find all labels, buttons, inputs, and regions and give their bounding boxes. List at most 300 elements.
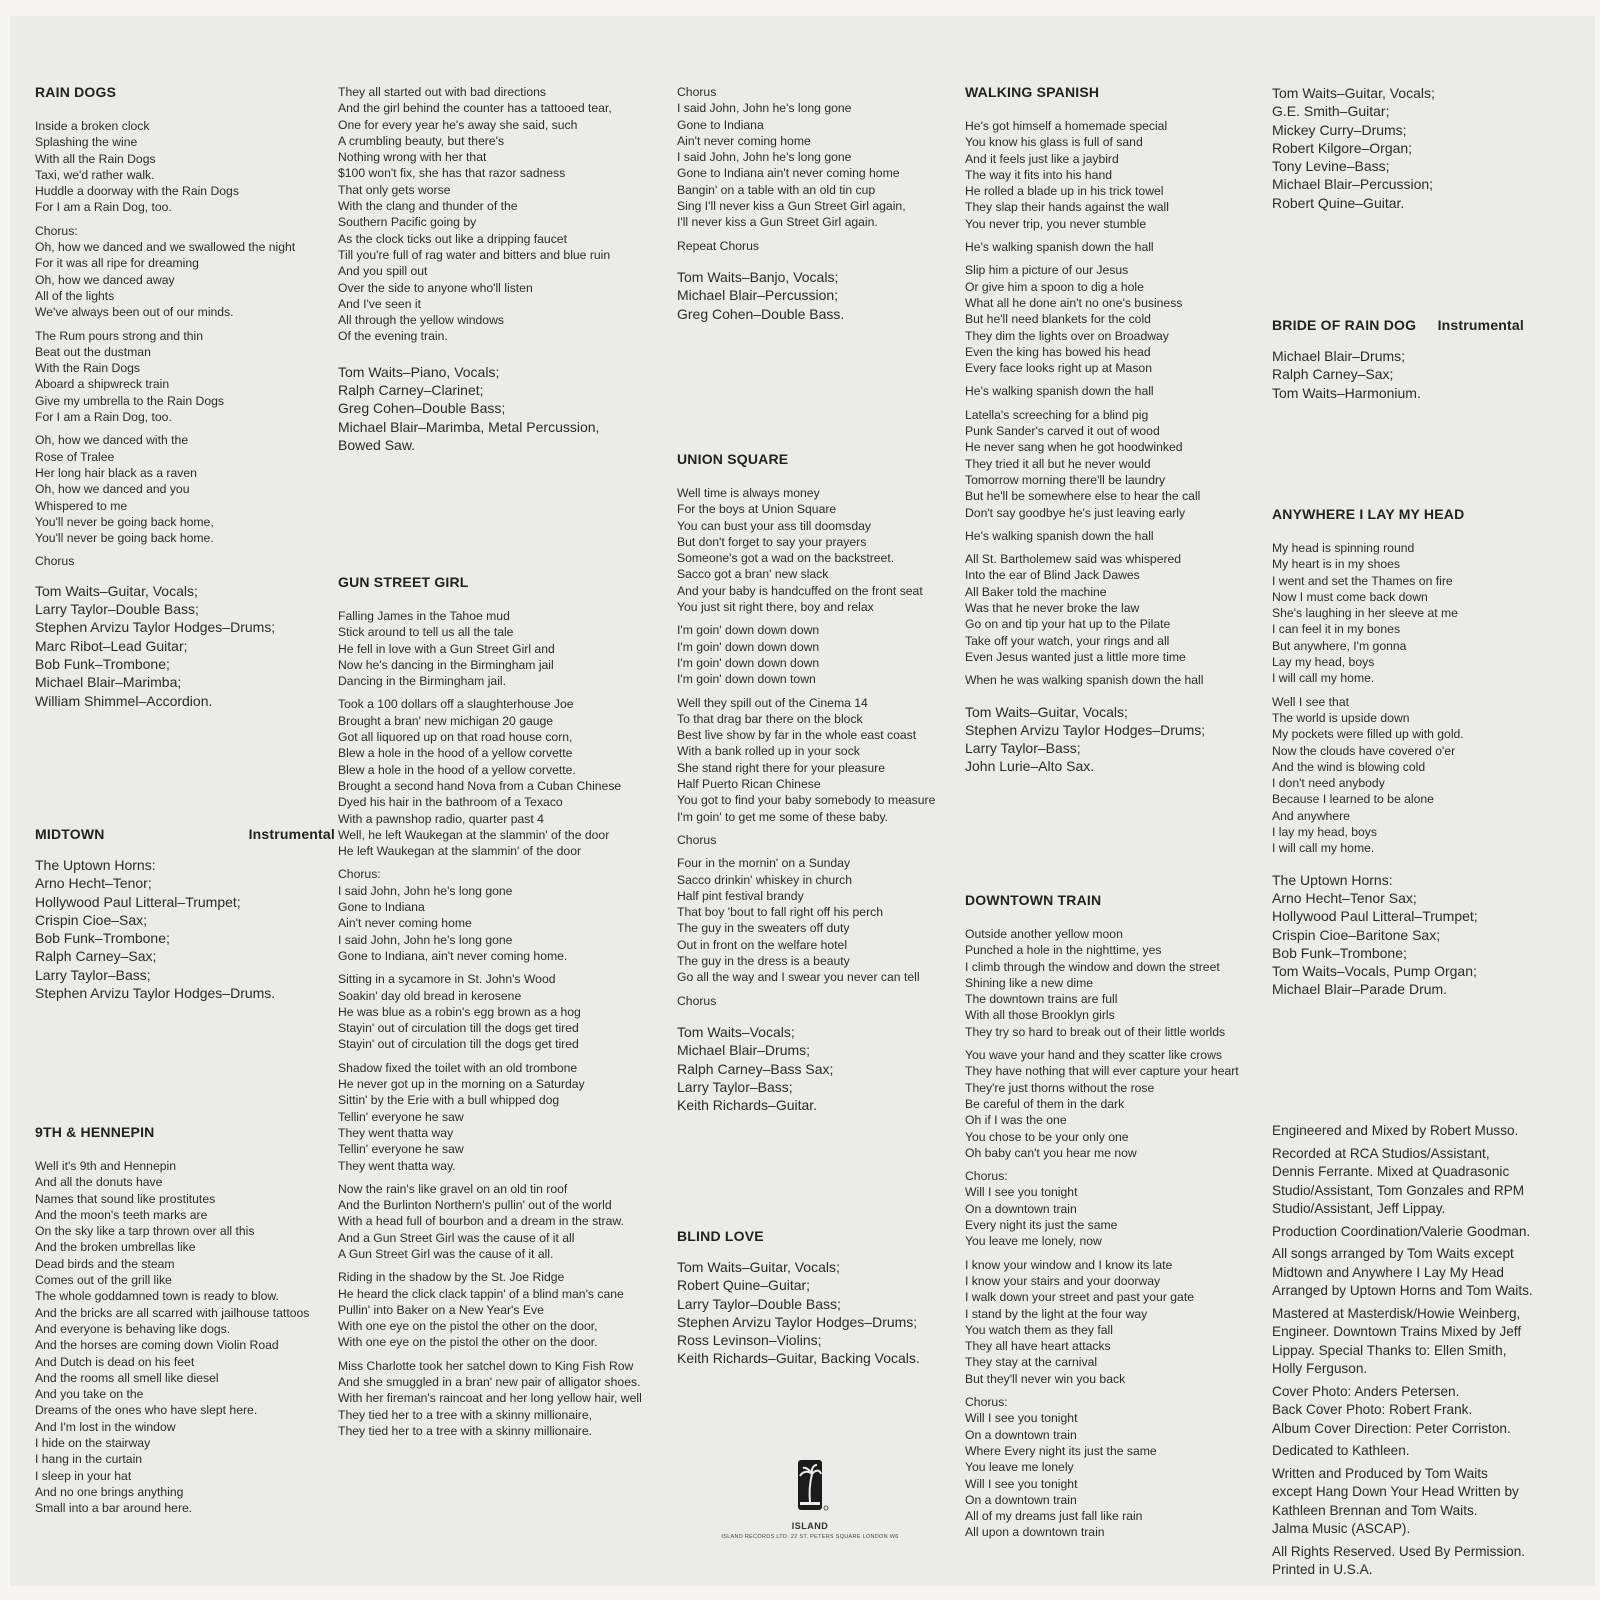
lyric-stanza: [965, 1047, 1265, 1161]
lyric-line: But anywhere, I'm gonna: [1272, 638, 1407, 653]
lyric-line: And the rooms all smell like diesel: [35, 1370, 219, 1385]
credits-list: [338, 363, 668, 454]
lyric-line: Whispered to me: [35, 498, 128, 513]
credit-line: Michael Blair–Percussion;: [1272, 176, 1434, 193]
lyric-line: Well they spill out of the Cinema 14: [677, 695, 868, 710]
song-title: [35, 826, 335, 842]
lyric-line: Into the ear of Blind Jack Dawes: [965, 568, 1140, 583]
lyric-line: All St. Bartholemew said was whispered: [965, 552, 1182, 567]
lyric-line: As the clock ticks out like a dripping faucet: [338, 231, 567, 246]
lyric-stanza: [35, 118, 335, 216]
lyric-line: Chorus: [677, 832, 717, 847]
section-anywhere-i-lay-my-head: [1272, 506, 1572, 999]
lyric-line: I hide on the stairway: [35, 1436, 151, 1451]
lyric-line: And the horses are coming down Violin Road: [35, 1338, 279, 1353]
lyric-line: And everyone is behaving like dogs.: [35, 1321, 231, 1336]
credit-line: Larry Taylor–Double Bass;: [677, 1295, 841, 1312]
lyric-stanza: [677, 238, 967, 254]
lyric-line: And all the donuts have: [35, 1175, 163, 1190]
lyric-stanza: [338, 608, 668, 689]
lyric-stanza: [965, 1168, 1265, 1249]
notes-line: Mastered at Masterdisk/Howie Weinberg,: [1272, 1305, 1521, 1321]
lyric-line: Gone to Indiana: [338, 900, 425, 915]
lyric-line: But he'll be somewhere else to hear the call: [965, 489, 1201, 504]
lyric-stanza: [338, 971, 668, 1052]
notes-line: Jalma Music (ASCAP).: [1272, 1521, 1411, 1536]
lyric-line: Dead birds and the steam: [35, 1256, 175, 1271]
notes-line: Production Coordination/Valerie Goodman.: [1272, 1223, 1531, 1239]
lyric-line: Chorus:: [338, 867, 381, 882]
section-blind-love: [677, 1228, 967, 1368]
credits-list: [965, 703, 1265, 776]
lyric-line: Her long hair black as a raven: [35, 465, 197, 480]
lyric-line: On a downtown train: [965, 1427, 1077, 1442]
credit-line: Arno Hecht–Tenor;: [35, 875, 152, 892]
credit-line: Greg Cohen–Double Bass.: [677, 305, 845, 322]
lyric-line: Gone to Indiana, ain't never coming home.: [338, 948, 568, 963]
lyric-line: And Dutch is dead on his feet: [35, 1354, 195, 1369]
notes-line: Recorded at RCA Studios/Assistant,: [1272, 1145, 1490, 1161]
lyric-line: Nothing wrong with her that: [338, 150, 487, 165]
lyric-line: Of the evening train.: [338, 329, 448, 344]
notes-paragraph: [1272, 1122, 1572, 1141]
lyric-stanza: [965, 407, 1265, 521]
credit-line: Keith Richards–Guitar.: [677, 1097, 818, 1114]
lyric-line: You leave me lonely, now: [965, 1234, 1102, 1249]
lyric-line: With her fireman's raincoat and her long yellow hair, well: [338, 1391, 642, 1406]
lyric-stanza: [677, 993, 967, 1009]
lyric-line: Falling James in the Tahoe mud: [338, 609, 510, 623]
lyric-line: He heard the click clack tappin' of a blind man's cane: [338, 1286, 624, 1301]
lyric-line: That boy 'bout to fall right off his perch: [677, 905, 884, 920]
lyric-stanza: [677, 695, 967, 825]
notes-line: Engineered and Mixed by Robert Musso.: [1272, 1123, 1519, 1138]
lyric-line: Will I see you tonight: [965, 1411, 1078, 1426]
credit-line: Tom Waits–Harmonium.: [1272, 384, 1421, 401]
production-notes: [1272, 1122, 1572, 1584]
lyric-line: He's got himself a homemade special: [965, 119, 1168, 133]
lyric-line: Go all the way and I swear you never can tell: [677, 970, 920, 985]
lyric-line: The way it fits into his hand: [965, 167, 1112, 182]
lyric-line: Where Every night its just the same: [965, 1443, 1157, 1458]
lyric-line: Names that sound like prostitutes: [35, 1191, 216, 1206]
lyric-line: But they'll never win you back: [965, 1371, 1126, 1386]
lyric-line: Dancing in the Birmingham jail.: [338, 674, 506, 689]
lyric-line: Every face looks right up at Mason: [965, 361, 1152, 376]
section-9th-and-hennepin: [35, 1124, 335, 1524]
lyric-line: Gone to Indiana: [677, 117, 764, 132]
credit-line: Hollywood Paul Litteral–Trumpet;: [1272, 908, 1478, 925]
notes-line: All songs arranged by Tom Waits except: [1272, 1246, 1514, 1261]
lyric-line: He fell in love with a Gun Street Girl and: [338, 641, 555, 656]
credit-line: Tom Waits–Piano, Vocals;: [338, 363, 500, 380]
song-title: UNION SQUARE: [677, 451, 789, 467]
song-title-text: MIDTOWN: [35, 826, 105, 842]
lyric-line: Now the clouds have covered o'er: [1272, 743, 1456, 758]
section-midtown: [35, 826, 335, 1002]
section-rain-dogs: [35, 84, 335, 710]
credit-line: Stephen Arvizu Taylor Hodges–Drums;: [677, 1313, 918, 1330]
lyric-line: And the wind is blowing cold: [1272, 759, 1426, 774]
lyric-line: He's walking spanish down the hall: [965, 528, 1154, 543]
lyric-line: Oh, how we danced with the: [35, 433, 189, 448]
lyric-line: All through the yellow windows: [338, 313, 504, 328]
lyric-line: And the Burlinton Northern's pullin' out of the world: [338, 1198, 612, 1213]
lyric-line: I know your window and I know its late: [965, 1257, 1173, 1272]
lyric-line: You just sit right there, boy and relax: [677, 600, 874, 615]
lyric-line: Soakin' day old bread in kerosene: [338, 988, 522, 1003]
liner-notes-sheet: [10, 16, 1595, 1586]
lyric-line: With a head full of bourbon and a dream in the straw.: [338, 1214, 624, 1229]
lyric-line: With the clang and thunder of the: [338, 199, 518, 214]
lyric-line: I'm goin' down down town: [677, 672, 816, 687]
lyric-line: Dreams of the ones who have slept here.: [35, 1403, 258, 1418]
lyric-line: All of the lights: [35, 288, 115, 303]
lyric-line: $100 won't fix, she has that razor sadness: [338, 166, 566, 181]
lyric-line: I sleep in your hat: [35, 1468, 132, 1483]
lyric-line: And a Gun Street Girl was the cause of it all: [338, 1230, 575, 1245]
lyric-line: Will I see you tonight: [965, 1476, 1078, 1491]
lyric-line: She stand right there for your pleasure: [677, 760, 885, 775]
lyric-line: Even the king has bowed his head: [965, 344, 1151, 359]
lyric-line: He never got up in the morning on a Saturday: [338, 1077, 585, 1092]
notes-line: Printed in U.S.A.: [1272, 1562, 1373, 1577]
credit-line: Tom Waits–Vocals;: [677, 1023, 795, 1040]
lyric-line: Punched a hole in the nighttime, yes: [965, 943, 1162, 958]
lyric-stanza: [338, 84, 668, 345]
credit-line: Tom Waits–Guitar, Vocals;: [677, 1259, 840, 1275]
lyric-stanza: [35, 553, 335, 569]
credit-line: G.E. Smith–Guitar;: [1272, 103, 1390, 120]
lyric-line: He was blue as a robin's egg brown as a hog: [338, 1004, 581, 1019]
credit-line: Michael Blair–Percussion;: [677, 287, 839, 304]
lyric-line: Riding in the shadow by the St. Joe Ridge: [338, 1270, 565, 1285]
lyric-line: Four in the mornin' on a Sunday: [677, 856, 851, 871]
section-downtown-train: [965, 892, 1265, 1548]
section-bride-of-rain-dog: [1272, 317, 1572, 402]
credit-line: Mickey Curry–Drums;: [1272, 121, 1407, 138]
song-title-text: BRIDE OF RAIN DOG: [1272, 317, 1417, 333]
lyric-line: For it was all ripe for dreaming: [35, 256, 199, 271]
song-title: GUN STREET GIRL: [338, 574, 469, 590]
lyric-stanza: [35, 223, 335, 321]
credit-line: Ralph Carney–Sax;: [1272, 366, 1394, 383]
lyric-line: And she smuggled in a bran' new pair of alligator shoes.: [338, 1375, 641, 1390]
lyric-line: Oh, how we danced and we swallowed the night: [35, 240, 296, 255]
credit-line: Larry Taylor–Bass;: [35, 966, 151, 983]
lyric-line: Tellin' everyone he saw: [338, 1142, 464, 1157]
lyric-line: You leave me lonely: [965, 1460, 1074, 1475]
lyric-stanza: [965, 383, 1265, 399]
lyric-line: Bangin' on a table with an old tin cup: [677, 182, 876, 197]
lyric-line: Inside a broken clock: [35, 119, 150, 133]
lyric-line: I can feel it in my bones: [1272, 622, 1401, 637]
lyric-line: Splashing the wine: [35, 135, 138, 150]
credit-line: The Uptown Horns:: [1272, 871, 1393, 888]
song-title: [1272, 317, 1524, 333]
lyric-line: My pockets were filled up with gold.: [1272, 727, 1464, 742]
lyric-line: My heart is in my shoes: [1272, 557, 1401, 572]
lyric-stanza: [338, 866, 668, 964]
lyric-stanza: [1272, 694, 1572, 857]
lyric-line: For I am a Rain Dog, too.: [35, 410, 172, 425]
lyric-line: For the boys at Union Square: [677, 502, 837, 517]
lyric-line: For I am a Rain Dog, too.: [35, 200, 172, 215]
notes-line: Dedicated to Kathleen.: [1272, 1443, 1410, 1458]
credits-list: [35, 582, 335, 710]
lyric-line: Oh, how we danced away: [35, 272, 175, 287]
lyric-stanza: [965, 239, 1265, 255]
lyric-stanza: [965, 672, 1265, 688]
lyric-line: Stick around to tell us all the tale: [338, 625, 514, 640]
lyric-line: To that drag bar there on the block: [677, 711, 863, 726]
lyric-line: You wave your hand and they scatter like crows: [965, 1048, 1222, 1063]
credit-line: Robert Quine–Guitar.: [1272, 194, 1405, 211]
lyric-line: A Gun Street Girl was the cause of it all.: [338, 1246, 554, 1261]
lyric-stanza: [35, 1158, 335, 1517]
lyric-line: Tellin' everyone he saw: [338, 1109, 464, 1124]
lyric-line: And the bricks are all scarred with jailhouse tattoos: [35, 1305, 310, 1320]
lyric-line: They tied her to a tree with a skinny millionaire.: [338, 1423, 593, 1438]
lyric-line: On a downtown train: [965, 1492, 1077, 1507]
song-title: WALKING SPANISH: [965, 84, 1100, 100]
lyric-stanza: [338, 1269, 668, 1350]
lyric-line: Taxi, we'd rather walk.: [35, 167, 155, 182]
lyric-line: You chose to be your only one: [965, 1129, 1129, 1144]
credit-line: Larry Taylor–Bass;: [965, 740, 1081, 757]
credit-line: Tom Waits–Guitar, Vocals;: [35, 582, 198, 599]
notes-paragraph: [1272, 1223, 1572, 1242]
lyric-line: The whole goddamned town is ready to blow.: [35, 1289, 279, 1304]
lyric-line: With a pawnshop radio, quarter past 4: [338, 811, 544, 826]
lyric-line: Sitting in a sycamore in St. John's Wood: [338, 972, 556, 987]
credit-line: Larry Taylor–Bass;: [677, 1078, 793, 1095]
lyric-stanza: [35, 328, 335, 426]
lyric-line: My head is spinning round: [1272, 541, 1415, 555]
lyric-line: And the moon's teeth marks are: [35, 1207, 208, 1222]
credit-line: Stephen Arvizu Taylor Hodges–Drums;: [965, 721, 1206, 738]
lyric-line: Oh baby can't you hear me now: [965, 1145, 1137, 1160]
lyric-line: Give my umbrella to the Rain Dogs: [35, 393, 224, 408]
notes-line: Dennis Ferrante. Mixed at Quadrasonic: [1272, 1164, 1510, 1179]
lyric-line: Someone's got a wad on the backstreet.: [677, 551, 895, 566]
lyric-line: She's laughing in her sleeve at me: [1272, 606, 1458, 621]
song-title: RAIN DOGS: [35, 84, 117, 100]
lyric-line: Half pint festival brandy: [677, 888, 804, 903]
lyric-line: That only gets worse: [338, 182, 451, 197]
lyric-line: Dyed his hair in the bathroom of a Texaco: [338, 795, 563, 810]
lyric-line: I went and set the Thames on fire: [1272, 573, 1453, 588]
credit-line: William Shimmel–Accordion.: [35, 692, 213, 709]
lyric-line: I stand by the light at the four way: [965, 1306, 1148, 1321]
lyric-line: They all have heart attacks: [965, 1339, 1111, 1354]
lyric-line: With one eye on the pistol the other on the door.: [338, 1335, 598, 1350]
lyric-line: He's walking spanish down the hall: [965, 384, 1154, 399]
lyric-line: Was that he never broke the law: [965, 601, 1140, 616]
credits-list: [35, 856, 335, 1002]
lyric-line: Go on and tip your hat up to the Pilate: [965, 617, 1171, 632]
lyric-line: Well I see that: [1272, 694, 1349, 709]
lyric-line: I don't need anybody: [1272, 776, 1385, 791]
lyric-line: I know your stairs and your doorway: [965, 1273, 1161, 1288]
lyric-line: On the sky like a tarp thrown over all this: [35, 1224, 255, 1239]
lyric-line: With a bank rolled up in your sock: [677, 744, 860, 759]
lyric-line: I said John, John he's long gone: [338, 883, 513, 898]
lyric-line: With all the Rain Dogs: [35, 151, 156, 166]
section-union-square: [677, 451, 967, 1114]
lyric-stanza: [338, 696, 668, 859]
lyric-line: Oh if I was the one: [965, 1113, 1067, 1128]
lyric-line: Took a 100 dollars off a slaughterhouse Joe: [338, 697, 574, 712]
logo-wordmark: ISLAND: [791, 1521, 829, 1531]
instrumental-tag: Instrumental: [1437, 317, 1524, 333]
lyric-line: You never trip, you never stumble: [965, 216, 1147, 231]
lyric-line: Oh, how we danced and you: [35, 482, 190, 497]
lyric-line: Now I must come back down: [1272, 589, 1428, 604]
lyric-line: We've always been out of our minds.: [35, 305, 234, 320]
lyric-line: You know his glass is full of sand: [965, 135, 1143, 150]
notes-line: Back Cover Photo: Robert Frank.: [1272, 1402, 1473, 1417]
credit-line: Robert Quine–Guitar;: [677, 1277, 811, 1294]
credit-line: Michael Blair–Drums;: [677, 1042, 811, 1059]
credit-line: Marc Ribot–Lead Guitar;: [35, 637, 188, 654]
lyric-line: One for every year he's away she said, such: [338, 117, 578, 132]
lyric-line: Blew a hole in the hood of a yellow corvette: [338, 746, 573, 761]
notes-line: Lippay. Special Thanks to: Ellen Smith,: [1272, 1342, 1507, 1358]
credit-line: Tom Waits–Guitar, Vocals;: [1272, 85, 1435, 101]
credits-list: [1272, 347, 1572, 402]
lyric-stanza: [1272, 540, 1572, 687]
lyric-line: Punk Sander's carved it out of wood: [965, 424, 1160, 439]
notes-line: Engineer. Downtown Trains Mixed by Jeff: [1272, 1324, 1522, 1339]
lyric-line: The downtown trains are full: [965, 992, 1118, 1007]
lyric-line: And your baby is handcuffed on the front seat: [677, 583, 923, 598]
lyric-line: They slap their hands against the wall: [965, 200, 1169, 215]
lyric-line: With one eye on the pistol the other on the door,: [338, 1319, 598, 1334]
island-records-logo: [710, 1456, 910, 1556]
lyric-line: Even Jesus wanted just a little more time: [965, 649, 1186, 664]
credit-line: Bob Funk–Trombone;: [35, 930, 170, 947]
credit-line: Ralph Carney–Clarinet;: [338, 382, 484, 399]
lyric-line: And you take on the: [35, 1387, 144, 1402]
notes-line: Holly Ferguson.: [1272, 1361, 1368, 1376]
lyric-line: Best live show by far in the whole east coast: [677, 728, 917, 743]
lyric-line: And I'm lost in the window: [35, 1419, 176, 1434]
lyric-line: All of my dreams just fall like rain: [965, 1509, 1143, 1524]
credit-line: Tony Levine–Bass;: [1272, 158, 1390, 175]
lyric-line: I lay my head, boys: [1272, 825, 1377, 840]
credit-line: Tom Waits–Guitar, Vocals;: [965, 703, 1128, 720]
lyric-line: They stay at the carnival: [965, 1355, 1098, 1370]
lyric-line: Ain't never coming home: [677, 133, 811, 148]
credits-list: [677, 1258, 967, 1368]
lyric-stanza: [965, 262, 1265, 376]
lyric-line: They have nothing that will ever capture your heart: [965, 1064, 1239, 1079]
credit-line: Michael Blair–Drums;: [1272, 348, 1406, 364]
lyric-line: Slip him a picture of our Jesus: [965, 263, 1129, 278]
lyric-stanza: [338, 1358, 668, 1439]
lyric-line: Repeat Chorus: [677, 238, 759, 253]
lyric-line: Shining like a new dime: [965, 975, 1094, 990]
lyric-line: A crumbling beauty, but there's: [338, 133, 505, 148]
notes-line: Studio/Assistant, Tom Gonzales and RPM: [1272, 1182, 1525, 1198]
lyric-stanza: [677, 855, 967, 985]
notes-line: Album Cover Direction: Peter Corriston.: [1272, 1420, 1511, 1436]
lyric-line: Over the side to anyone who'll listen: [338, 280, 533, 295]
lyric-line: I'm goin' to get me some of these baby.: [677, 809, 889, 824]
lyric-line: You'll never be going back home,: [35, 514, 214, 529]
lyric-stanza: [965, 1394, 1265, 1541]
lyric-line: Out in front on the welfare hotel: [677, 937, 848, 952]
lyric-line: Ain't never coming home: [338, 916, 472, 931]
credit-line: Crispin Cioe–Baritone Sax;: [1272, 926, 1441, 943]
credits-list: [677, 268, 967, 323]
lyric-line: They're just thorns without the rose: [965, 1080, 1155, 1095]
lyric-line: I'm goin' down down down: [677, 623, 820, 638]
credit-line: The Uptown Horns:: [35, 857, 156, 873]
notes-line: All Rights Reserved. Used By Permission.: [1272, 1543, 1526, 1559]
lyric-line: Because I learned to be alone: [1272, 792, 1434, 807]
lyric-stanza: [965, 1257, 1265, 1387]
credits-list: [1272, 84, 1572, 212]
credit-line: Hollywood Paul Litteral–Trumpet;: [35, 893, 241, 910]
lyric-line: And no one brings anything: [35, 1484, 184, 1499]
lyric-line: All upon a downtown train: [965, 1525, 1105, 1540]
lyric-line: Brought a second hand Nova from a Cuban Chinese: [338, 778, 622, 793]
lyric-line: They dim the lights over on Broadway: [965, 328, 1169, 343]
credit-line: Ross Levinson–Violins;: [677, 1332, 822, 1349]
lyric-stanza: [677, 485, 967, 615]
lyric-line: Will I see you tonight: [965, 1185, 1078, 1200]
credit-line: Bob Funk–Trombone;: [1272, 944, 1407, 961]
lyric-line: I said John, John he's long gone: [677, 101, 852, 116]
section-9th-and-hennepin-continued: [338, 84, 668, 454]
lyric-line: Chorus: [677, 85, 717, 99]
lyric-line: Half Puerto Rican Chinese: [677, 777, 821, 792]
lyric-line: Lay my head, boys: [1272, 655, 1375, 670]
credit-line: Ralph Carney–Sax;: [35, 948, 157, 965]
credits-list: [677, 1023, 967, 1114]
lyric-line: But don't forget to say your prayers: [677, 534, 867, 549]
lyric-line: I will call my home.: [1272, 841, 1375, 856]
section-gun-street-girl-continued: [677, 84, 967, 323]
lyric-line: They tried it all but he never would: [965, 456, 1151, 471]
lyric-line: With all those Brooklyn girls: [965, 1008, 1115, 1023]
lyric-line: Gone to Indiana ain't never coming home: [677, 166, 900, 181]
credit-line: Keith Richards–Guitar, Backing Vocals.: [677, 1350, 920, 1367]
lyric-line: Blew a hole in the hood of a yellow corvette.: [338, 762, 576, 777]
notes-line: Midtown and Anywhere I Lay My Head: [1272, 1264, 1504, 1280]
notes-line: Cover Photo: Anders Petersen.: [1272, 1383, 1460, 1399]
lyric-line: And you spill out: [338, 264, 428, 279]
lyric-line: I hang in the curtain: [35, 1452, 143, 1467]
lyric-line: Outside another yellow moon: [965, 927, 1123, 941]
lyric-line: I climb through the window and down the street: [965, 959, 1220, 974]
lyric-line: I will call my home.: [1272, 671, 1375, 686]
section-downtown-train-credits: [1272, 84, 1572, 212]
credit-line: Michael Blair–Parade Drum.: [1272, 981, 1448, 998]
lyric-line: Latella's screeching for a blind pig: [965, 407, 1149, 422]
lyric-line: And anywhere: [1272, 808, 1350, 823]
lyric-line: Tomorrow morning there'll be laundry: [965, 472, 1166, 487]
island-palm-logo-icon: [790, 1456, 830, 1514]
lyric-line: He rolled a blade up in his trick towel: [965, 184, 1164, 199]
credit-line: Michael Blair–Marimba, Metal Percussion,: [338, 418, 600, 435]
lyric-line: And the girl behind the counter has a tattooed tear,: [338, 101, 612, 116]
lyric-line: And I've seen it: [338, 296, 421, 311]
credits-list: [1272, 871, 1572, 999]
lyric-line: Sing I'll never kiss a Gun Street Girl again,: [677, 199, 906, 214]
